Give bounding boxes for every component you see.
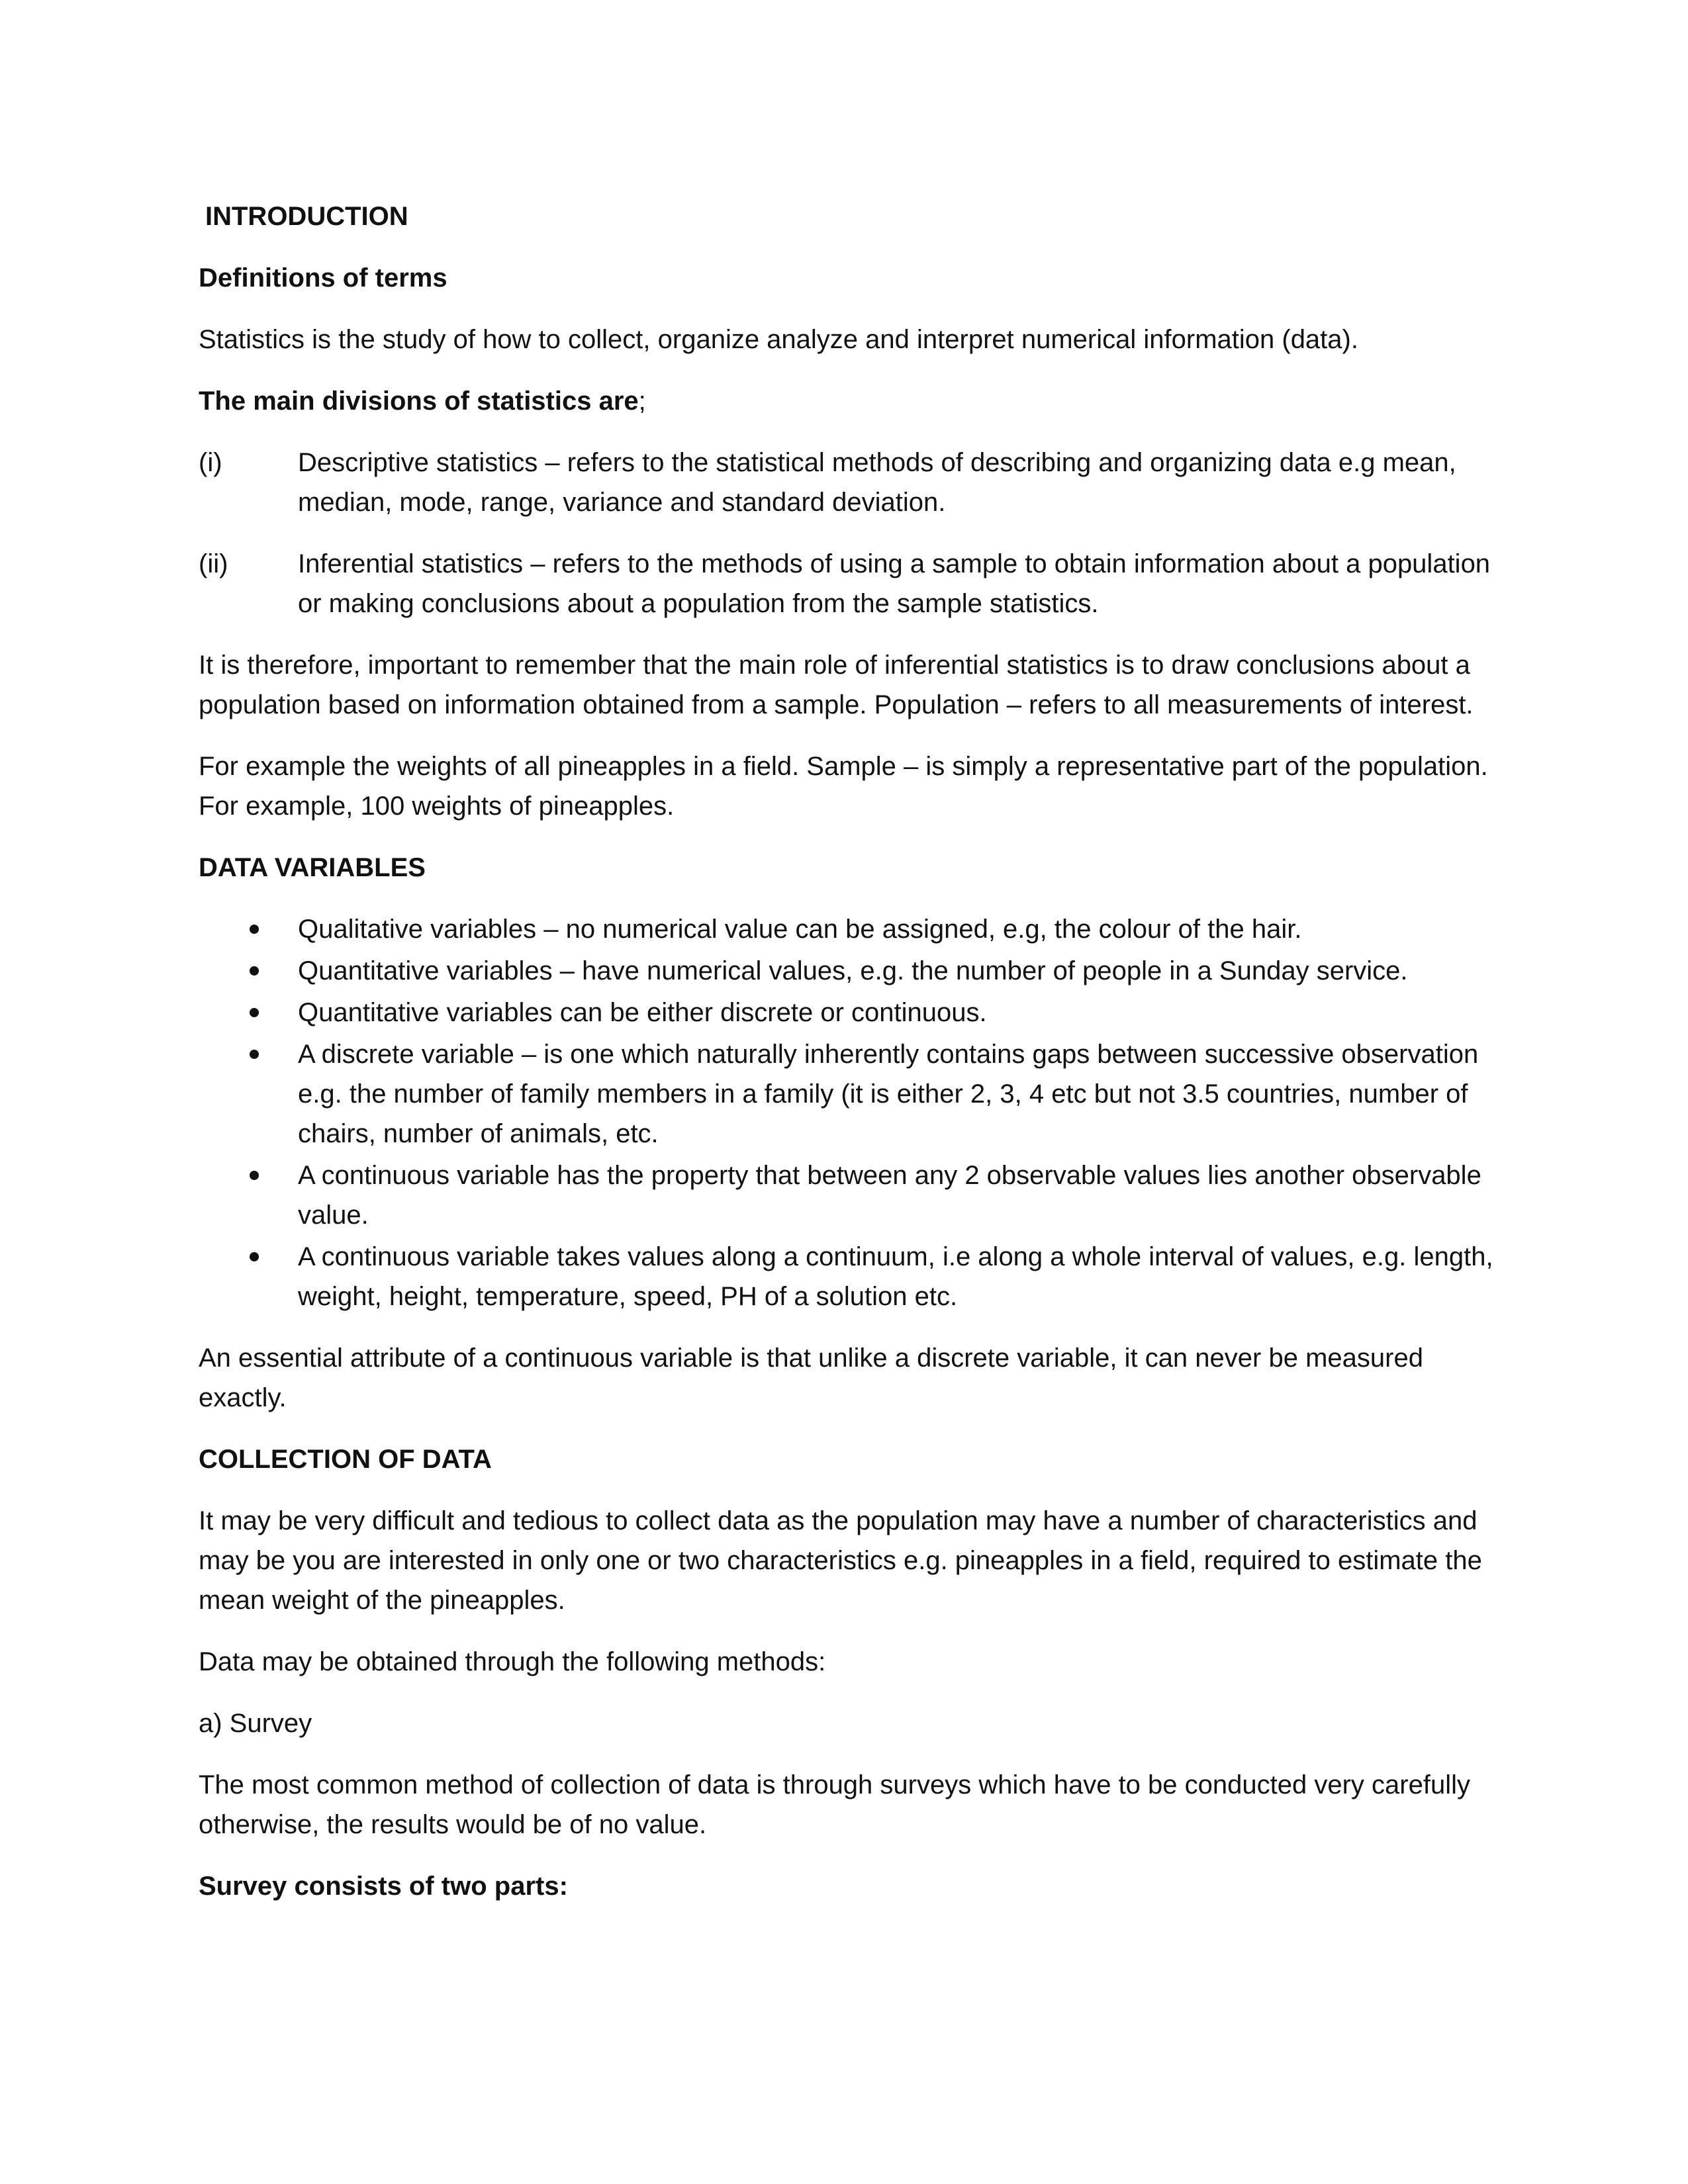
- division-text: Descriptive statistics – refers to the statistical methods of describing and organizing data e.g mean, median, mode, range, variance and standard deviation.: [298, 448, 1456, 517]
- divisions-heading: The main divisions of statistics are: [199, 387, 639, 416]
- list-item: [199, 993, 1496, 1032]
- bullet-icon: [199, 951, 298, 991]
- divisions-heading-punctuation: ;: [638, 387, 646, 416]
- method-a: a) Survey: [199, 1709, 312, 1738]
- methods-intro: Data may be obtained through the following methods:: [199, 1647, 826, 1676]
- continuous-paragraph: An essential attribute of a continuous variable is that unlike a discrete variable, it can never be measured exactly.: [199, 1343, 1423, 1412]
- document-body: [199, 197, 1496, 1928]
- division-item: [199, 544, 1496, 623]
- list-item-text: Quantitative variables – have numerical values, e.g. the number of people in a Sunday service.: [298, 956, 1408, 985]
- statistics-definition: Statistics is the study of how to collect, organize analyze and interpret numerical information (data).: [199, 325, 1358, 354]
- inferential-paragraph: It is therefore, important to remember that the main role of inferential statistics is to draw conclusions about a population based on information obtained from a sample. Population – refers to all measurements of interest.: [199, 651, 1474, 719]
- bullet-icon: [199, 909, 298, 949]
- bullet-icon: [199, 993, 298, 1032]
- bullet-icon: [199, 1156, 298, 1235]
- list-item-text: A continuous variable has the property that between any 2 observable values lies another observable value.: [298, 1161, 1481, 1230]
- data-variables-heading: DATA VARIABLES: [199, 853, 426, 882]
- division-label: (i): [199, 448, 222, 477]
- page-title: INTRODUCTION: [205, 202, 408, 231]
- list-item-text: Quantitative variables can be either discrete or continuous.: [298, 998, 987, 1027]
- list-item: [199, 1034, 1496, 1154]
- division-text: Inferential statistics – refers to the methods of using a sample to obtain information about a population or making conclusions about a population from the sample statistics.: [298, 549, 1491, 618]
- bullet-icon: [199, 1237, 298, 1316]
- division-label: (ii): [199, 549, 228, 578]
- collection-paragraph: It may be very difficult and tedious to collect data as the population may have a number of characteristics and may be you are interested in only one or two characteristics e.g. pineapples in a field, required to estimate the mean weight of the pineapples.: [199, 1506, 1482, 1615]
- list-item: [199, 1237, 1496, 1316]
- data-variables-list: [199, 909, 1496, 1316]
- list-item: [199, 909, 1496, 949]
- division-item: [199, 443, 1496, 522]
- divisions-heading-line: [199, 381, 1496, 421]
- list-item: [199, 951, 1496, 991]
- list-item-text: A continuous variable takes values along a continuum, i.e along a whole interval of values, e.g. length, weight, height, temperature, speed, PH of a solution etc.: [298, 1242, 1493, 1311]
- collection-heading: COLLECTION OF DATA: [199, 1445, 492, 1474]
- list-item: [199, 1156, 1496, 1235]
- example-paragraph: For example the weights of all pineapples in a field. Sample – is simply a representative part of the population. For example, 100 weights of pineapples.: [199, 752, 1488, 821]
- survey-paragraph: The most common method of collection of data is through surveys which have to be conducted very carefully otherwise, the results would be of no value.: [199, 1770, 1470, 1839]
- bullet-icon: [199, 1034, 298, 1154]
- list-item-text: Qualitative variables – no numerical value can be assigned, e.g, the colour of the hair.: [298, 915, 1302, 944]
- survey-parts-heading: Survey consists of two parts:: [199, 1872, 568, 1901]
- definitions-heading: Definitions of terms: [199, 263, 447, 293]
- list-item-text: A discrete variable – is one which naturally inherently contains gaps between successive observation e.g. the number of family members in a family (it is either 2, 3, 4 etc but not 3.5 countries, number of chairs, number of animals, etc.: [298, 1040, 1479, 1148]
